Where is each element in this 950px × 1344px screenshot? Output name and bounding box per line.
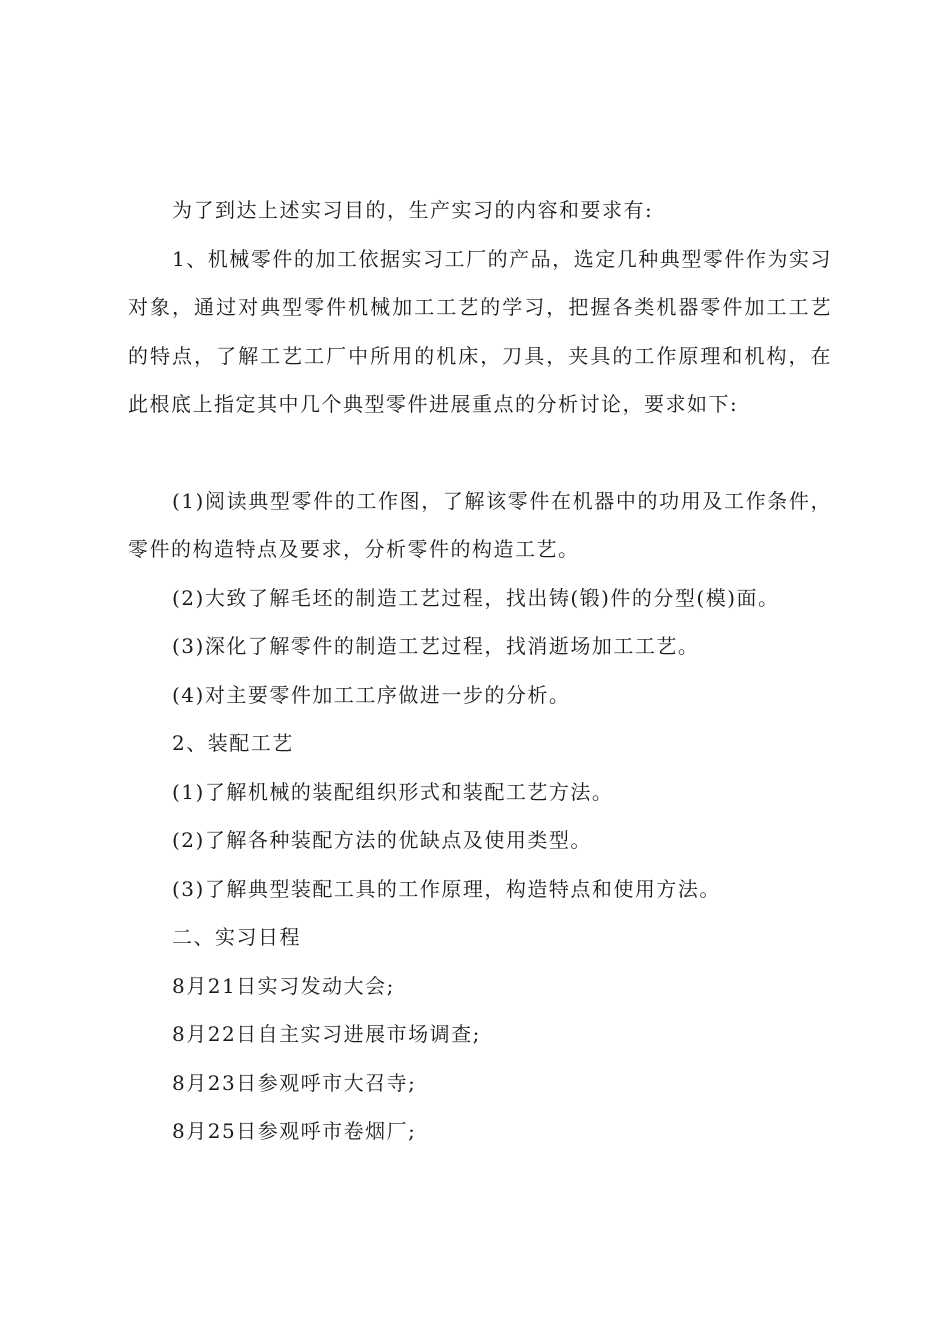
paragraph-intro: 为了到达上述实习目的，生产实习的内容和要求有: [172,198,654,222]
paragraph-schedule-heading: 二、实习日程 [172,925,301,949]
paragraph-item-1: (1)阅读典型零件的工作图，了解该零件在机器中的功用及工作条件，零件的构造特点及要求，分析零件的构造工艺。 [128,488,832,561]
paragraph-machining: 1、机械零件的加工依据实习工厂的产品，选定几种典型零件作为实习对象，通过对典型零件机械加工工艺的学习，把握各类机器零件加工工艺的特点，了解工艺工厂中所用的机床，刀具，夹具的工作原理和机构，在此根底上指定其中几个典型零件进展重点的分析讨论，要求如下: [128,246,832,416]
paragraph-assembly-item-1: (1)了解机械的装配组织形式和装配工艺方法。 [172,779,614,804]
paragraph-schedule-3: 8月23日参观呼市大召寺; [172,1070,417,1095]
paragraph-schedule-1: 8月21日实习发动大会; [172,973,395,998]
paragraph-schedule-4: 8月25日参观呼市卷烟厂; [172,1119,417,1143]
paragraph-item-3: (3)深化了解零件的制造工艺过程，找消逝场加工工艺。 [172,634,700,658]
paragraph-spacer [128,429,832,477]
paragraph-item-4: (4)对主要零件加工工序做进一步的分析。 [172,682,571,707]
paragraph-item-2: (2)大致了解毛坯的制造工艺过程，找出铸(锻)件的分型(模)面。 [172,585,780,610]
paragraph-assembly-item-2: (2)了解各种装配方法的优缺点及使用类型。 [172,828,592,852]
document-body [128,186,832,1156]
paragraph-schedule-2: 8月22日自主实习进展市场调查; [172,1022,481,1046]
paragraph-assembly-item-3: (3)了解典型装配工具的工作原理，构造特点和使用方法。 [172,876,721,901]
paragraph-assembly-heading: 2、装配工艺 [172,731,294,755]
